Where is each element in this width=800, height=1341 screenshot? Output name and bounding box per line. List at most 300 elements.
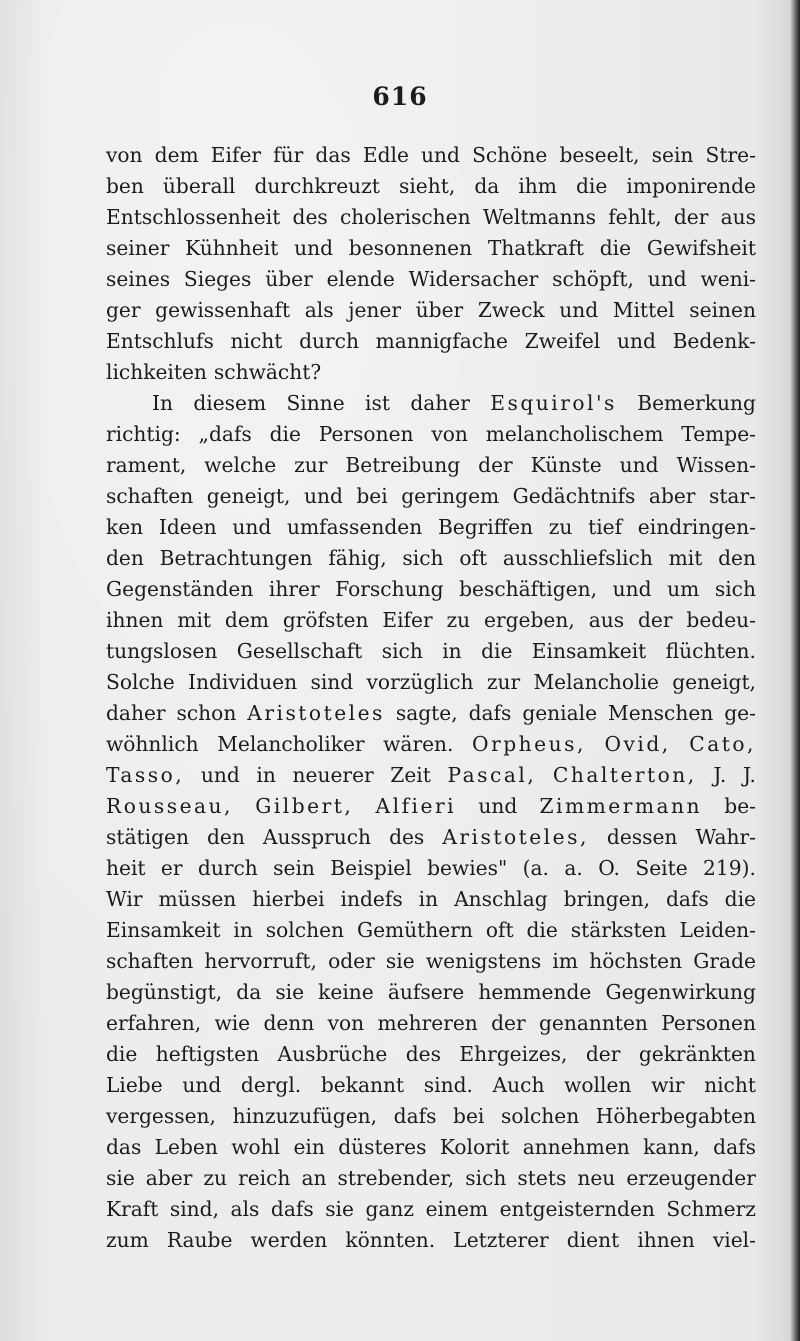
text-line: [106, 853, 756, 884]
word: für: [273, 143, 304, 167]
word: Melancholie: [533, 670, 659, 694]
word: des: [389, 825, 425, 849]
word: Schmerz: [666, 1197, 756, 1221]
word: den: [206, 825, 245, 849]
word: wöhnlich: [106, 732, 199, 756]
word: solchen: [265, 918, 345, 942]
word: mit: [177, 608, 212, 632]
word: bei: [453, 1104, 485, 1128]
text-line: [106, 512, 756, 543]
word: Eifer: [210, 143, 262, 167]
word: die: [269, 422, 301, 446]
word: Kolorit: [439, 1135, 510, 1159]
text-line: [106, 636, 756, 667]
word: seiner: [106, 236, 170, 260]
word: reich: [238, 1166, 291, 1190]
word: wollen: [564, 1073, 632, 1097]
word: der: [637, 608, 673, 632]
word: dient: [566, 1228, 620, 1252]
word: zu: [203, 1166, 228, 1190]
text-line: [106, 202, 756, 233]
word: rament,: [106, 453, 187, 477]
text-line: [106, 543, 756, 574]
word: sie: [325, 1197, 354, 1221]
word: des: [405, 1042, 441, 1066]
word: kann,: [643, 1135, 700, 1159]
word: Weltmanns: [482, 205, 596, 229]
word: Menschen: [608, 701, 714, 725]
word: In: [152, 391, 173, 415]
word: den: [106, 546, 144, 570]
word: über: [265, 267, 313, 291]
word: weni-: [700, 267, 756, 291]
word: ausschliefslich: [502, 546, 653, 570]
word: dessen: [606, 825, 678, 849]
word: Bedenk-: [672, 329, 756, 353]
word: Stre-: [705, 143, 756, 167]
word: ger: [106, 298, 141, 322]
word: schon: [176, 701, 237, 725]
word: neuerer: [292, 763, 374, 787]
text-line: [106, 822, 756, 853]
word: jener: [348, 298, 402, 322]
word: Begriffen: [437, 515, 534, 539]
word: O.: [598, 856, 620, 880]
word: melancholischem: [485, 422, 664, 446]
word: solchen: [500, 1104, 580, 1128]
word: wohl: [231, 1135, 281, 1159]
word: den: [718, 546, 756, 570]
word: zu: [446, 608, 471, 632]
word: dergl.: [240, 1073, 302, 1097]
word: und: [294, 236, 334, 260]
word: der: [585, 1042, 621, 1066]
word: erfahren,: [106, 1011, 202, 1035]
word: die: [526, 918, 558, 942]
word: tief: [588, 515, 623, 539]
word: die: [106, 1042, 138, 1066]
word: Liebe: [106, 1073, 163, 1097]
word: Personen: [661, 1011, 756, 1035]
text-line: [106, 295, 756, 326]
word: von: [106, 143, 143, 167]
word: von: [327, 1011, 365, 1035]
word: Forschung: [335, 577, 444, 601]
word: im: [552, 949, 579, 973]
word: das: [315, 143, 351, 167]
word: elende: [326, 267, 395, 291]
word: aber: [648, 484, 696, 508]
word: Alfieri: [375, 794, 457, 818]
word: umfassenden: [287, 515, 423, 539]
word: Kraft: [106, 1197, 159, 1221]
word: äufsere: [387, 980, 465, 1004]
word: aus: [720, 205, 756, 229]
word: wären.: [383, 732, 454, 756]
word: Grade: [693, 949, 756, 973]
word: da: [474, 174, 500, 198]
word: Ovid,: [604, 732, 671, 756]
word: und: [421, 143, 460, 167]
word: sich: [714, 577, 756, 601]
word: und: [478, 794, 518, 818]
word: sich: [465, 1166, 507, 1190]
word: wenigstens: [425, 949, 542, 973]
text-line: [106, 233, 756, 264]
word: oft: [485, 918, 514, 942]
word: hervorruft,: [204, 949, 317, 973]
word: Betreibung: [345, 453, 461, 477]
word: Raube: [166, 1228, 233, 1252]
word: Gewifsheit: [646, 236, 756, 260]
word: sie: [106, 1166, 135, 1190]
word: schwächt?: [213, 360, 322, 384]
word: genannten: [538, 1011, 648, 1035]
word: Widersacher: [408, 267, 539, 291]
word: Gemüthern: [356, 918, 473, 942]
word: oder: [328, 949, 375, 973]
word: sind,: [169, 1197, 220, 1221]
body-text: [106, 140, 756, 1256]
word: nicht: [704, 1073, 756, 1097]
word: an: [301, 1166, 327, 1190]
word: durchkreuzt: [254, 174, 380, 198]
word: und: [647, 267, 687, 291]
word: überall: [162, 174, 236, 198]
word: dafs: [270, 1197, 314, 1221]
word: höchsten: [589, 949, 683, 973]
word: der: [478, 453, 513, 477]
word: bekannt: [320, 1073, 405, 1097]
word: Eifer: [382, 608, 433, 632]
word: die: [481, 639, 513, 663]
text-line: [106, 977, 756, 1008]
word: ganz: [365, 1197, 415, 1221]
word: zur: [486, 670, 521, 694]
word: um: [667, 577, 700, 601]
word: müssen: [158, 887, 237, 911]
word: Cato,: [689, 732, 756, 756]
word: Zweck: [477, 298, 545, 322]
word: die: [599, 236, 632, 260]
word: und: [619, 453, 659, 477]
word: Bemerkung: [637, 391, 756, 415]
word: durch: [299, 329, 359, 353]
text-line: [106, 357, 756, 388]
word: dafs: [393, 1104, 437, 1128]
word: Gilbert,: [255, 794, 354, 818]
word: eindringen-: [637, 515, 756, 539]
word: gekränkten: [638, 1042, 756, 1066]
word: gröfsten: [282, 608, 369, 632]
word: Künste: [530, 453, 602, 477]
word: daher: [106, 701, 166, 725]
word: könnten.: [345, 1228, 436, 1252]
word: Leben: [154, 1135, 218, 1159]
word: keine: [318, 980, 374, 1004]
word: sieht,: [398, 174, 456, 198]
word: Gegenwirkung: [605, 980, 756, 1004]
word: Edle: [362, 143, 409, 167]
word: erzeugender: [626, 1166, 756, 1190]
word: mehreren: [377, 1011, 478, 1035]
word: Individuen: [188, 670, 298, 694]
word: dafs: [665, 887, 709, 911]
word: und: [232, 515, 272, 539]
word: einem: [425, 1197, 489, 1221]
word: stätigen: [106, 825, 189, 849]
word: richtig:: [106, 422, 181, 446]
text-line: [106, 388, 756, 419]
word: nicht: [230, 329, 283, 353]
word: Sieges: [183, 267, 252, 291]
word: in: [442, 639, 462, 663]
word: ihnen: [637, 1228, 695, 1252]
word: und: [200, 763, 240, 787]
word: beseelt,: [559, 143, 640, 167]
word: zur: [294, 453, 328, 477]
text-line: [106, 946, 756, 977]
word: hemmende: [478, 980, 592, 1004]
word: ihm: [518, 174, 557, 198]
word: Aristoteles,: [442, 825, 589, 849]
word: Höherbegabten: [595, 1104, 756, 1128]
word: 219).: [703, 856, 756, 880]
word: Gegenständen: [106, 577, 254, 601]
word: schaften: [106, 484, 194, 508]
word: daher: [410, 391, 470, 415]
word: annehmen: [522, 1135, 630, 1159]
word: dafs: [713, 1135, 756, 1159]
word: vergessen,: [106, 1104, 216, 1128]
word: dafs: [468, 701, 512, 725]
word: besonnenen: [348, 236, 473, 260]
word: hierbei: [252, 887, 325, 911]
word: sie: [385, 949, 415, 973]
word: Tasso,: [106, 763, 185, 787]
word: schaften: [106, 949, 194, 973]
word: neu: [577, 1166, 616, 1190]
word: ge-: [724, 701, 756, 725]
word: Rousseau,: [106, 794, 233, 818]
word: sagte,: [395, 701, 458, 725]
word: be-: [724, 794, 756, 818]
word: begünstigt,: [106, 980, 223, 1004]
text-line: [106, 140, 756, 171]
word: vorzüglich: [366, 670, 474, 694]
word: bei: [356, 484, 388, 508]
word: Mittel: [612, 298, 675, 322]
word: der: [673, 205, 709, 229]
word: lichkeiten: [106, 360, 207, 384]
text-line: [106, 1225, 756, 1256]
text-line: [106, 264, 756, 295]
word: geneigt,: [672, 670, 756, 694]
word: Tempe-: [681, 422, 756, 446]
word: Ehrgeizes,: [459, 1042, 568, 1066]
word: heftigsten: [155, 1042, 260, 1066]
word: als: [230, 1197, 260, 1221]
word: star-: [708, 484, 756, 508]
word: aus: [588, 608, 625, 632]
word: Ausspruch: [262, 825, 372, 849]
text-line: [106, 1194, 756, 1225]
word: die: [575, 174, 608, 198]
word: geringem: [401, 484, 500, 508]
word: schöpft,: [552, 267, 634, 291]
word: beschäftigen,: [459, 577, 597, 601]
word: als: [304, 298, 334, 322]
word: Kühnheit: [185, 236, 279, 260]
word: dem: [224, 608, 269, 632]
word: Wahr-: [695, 825, 756, 849]
word: ihrer: [268, 577, 320, 601]
word: flüchten.: [665, 639, 756, 663]
text-line: [106, 729, 756, 760]
word: Chalterton,: [552, 763, 697, 787]
word: zum: [106, 1228, 149, 1252]
word: geneigt,: [206, 484, 291, 508]
word: seines: [106, 267, 171, 291]
text-line: [106, 915, 756, 946]
word: Seite: [635, 856, 688, 880]
text-line: [106, 1039, 756, 1070]
text-line: [106, 1070, 756, 1101]
word: geniale: [522, 701, 598, 725]
word: Orpheus,: [472, 732, 586, 756]
word: (a.: [522, 856, 549, 880]
word: „dafs: [198, 422, 252, 446]
word: da: [236, 980, 262, 1004]
word: ihnen: [106, 608, 164, 632]
word: cholerischen: [340, 205, 471, 229]
word: entgeisternden: [499, 1197, 655, 1221]
word: sein: [273, 856, 315, 880]
word: und: [616, 329, 656, 353]
word: Pascal,: [447, 763, 537, 787]
text-line: [106, 326, 756, 357]
text-line: [106, 481, 756, 512]
word: in: [418, 887, 439, 911]
word: der: [491, 1011, 526, 1035]
word: Einsamkeit: [106, 918, 221, 942]
word: stets: [517, 1166, 567, 1190]
word: und: [182, 1073, 222, 1097]
word: Auch: [492, 1073, 545, 1097]
word: gewissenhaft: [155, 298, 291, 322]
word: sind.: [423, 1073, 473, 1097]
word: aber: [145, 1166, 193, 1190]
word: Entschlufs: [106, 329, 214, 353]
word: sich: [381, 639, 423, 663]
word: Thatkraft: [487, 236, 584, 260]
word: a.: [564, 856, 583, 880]
word: fähig,: [328, 546, 387, 570]
word: welche: [204, 453, 277, 477]
word: er: [160, 856, 183, 880]
word: bewies": [427, 856, 508, 880]
word: mit: [668, 546, 703, 570]
word: Solche: [106, 670, 175, 694]
page-edge-shadow: [790, 0, 800, 1341]
word: das: [106, 1135, 142, 1159]
word: Gesellschaft: [236, 639, 363, 663]
word: ergeben,: [484, 608, 575, 632]
word: sein: [651, 143, 694, 167]
word: Ideen: [158, 515, 217, 539]
word: Personen: [318, 422, 414, 446]
word: in: [233, 918, 253, 942]
word: diesem: [193, 391, 267, 415]
word: Wir: [106, 887, 143, 911]
word: Betrachtungen: [159, 546, 313, 570]
word: zu: [548, 515, 573, 539]
word: dem: [154, 143, 199, 167]
text-line: [106, 1008, 756, 1039]
word: Letzterer: [453, 1228, 549, 1252]
word: stärksten: [570, 918, 667, 942]
word: von: [431, 422, 468, 446]
text-line: [106, 1132, 756, 1163]
word: Leiden-: [679, 918, 756, 942]
word: heit: [106, 856, 146, 880]
text-line: [106, 419, 756, 450]
word: Einsamkeit: [531, 639, 647, 663]
word: wir: [651, 1073, 685, 1097]
word: in: [256, 763, 276, 787]
word: bedeu-: [686, 608, 756, 632]
word: Zimmermann: [539, 794, 703, 818]
word: imponirende: [626, 174, 756, 198]
word: sind: [310, 670, 354, 694]
text-line: [106, 605, 756, 636]
word: sie: [275, 980, 305, 1004]
text-line: [106, 1101, 756, 1132]
word: und: [559, 298, 599, 322]
word: seinen: [689, 298, 756, 322]
word: hinzuzufügen,: [232, 1104, 378, 1128]
word: über: [415, 298, 464, 322]
word: strebender,: [337, 1166, 455, 1190]
word: Aristoteles: [247, 701, 385, 725]
word: düsteres: [338, 1135, 427, 1159]
word: bringen,: [563, 887, 650, 911]
word: ken: [106, 515, 144, 539]
word: ein: [293, 1135, 325, 1159]
text-line: [106, 574, 756, 605]
word: J.: [742, 763, 756, 787]
word: durch: [197, 856, 258, 880]
word: Ausbrüche: [277, 1042, 388, 1066]
word: werden: [250, 1228, 328, 1252]
word: Zeit: [390, 763, 431, 787]
word: viel-: [712, 1228, 756, 1252]
word: die: [724, 887, 756, 911]
word: Wissen-: [676, 453, 756, 477]
word: Schöne: [472, 143, 548, 167]
word: mannigfache: [375, 329, 508, 353]
word: Sinne: [286, 391, 345, 415]
word: fehlt,: [608, 205, 662, 229]
word: denn: [263, 1011, 315, 1035]
word: des: [292, 205, 328, 229]
word: indefs: [340, 887, 403, 911]
text-line: [106, 760, 756, 791]
word: J.: [713, 763, 727, 787]
word: Entschlossenheit: [106, 205, 281, 229]
word: Melancholiker: [217, 732, 365, 756]
text-line: [106, 1163, 756, 1194]
